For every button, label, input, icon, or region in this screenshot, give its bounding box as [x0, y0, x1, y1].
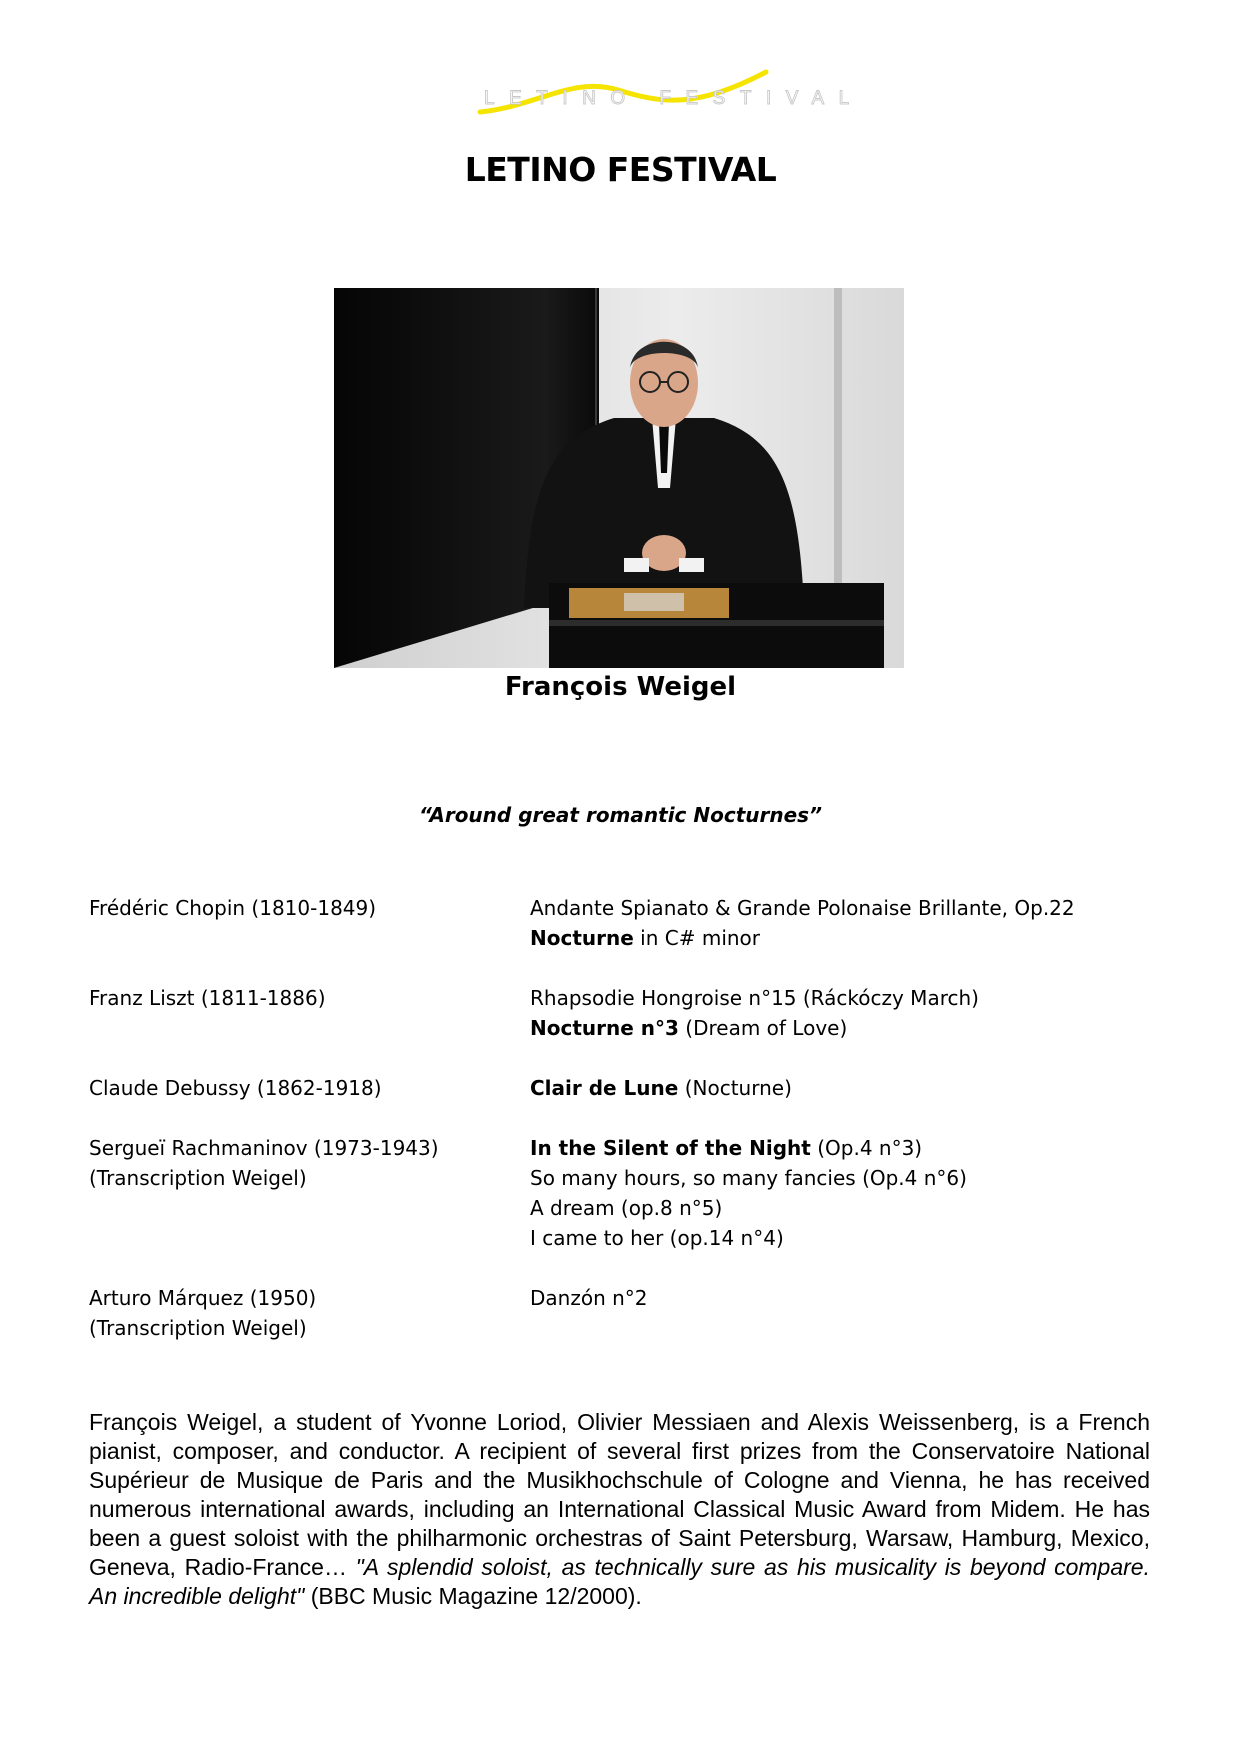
- work-item: Nocturne in C# minor: [530, 926, 761, 950]
- work-item: I came to her (op.14 n°4): [530, 1226, 784, 1250]
- bio-quote: "A splendid soloist, as technically sure as his musicality is beyond compare. An incredible delight": [89, 1554, 1150, 1609]
- program-title: “Around great romantic Nocturnes”: [419, 803, 822, 827]
- program-row: [89, 1133, 1149, 1253]
- composer-name: Sergueï Rachmaninov (1973-1943): [89, 1136, 439, 1160]
- work-item: Andante Spianato & Grande Polonaise Brillante, Op.22: [530, 896, 1075, 920]
- page-title: LETINO FESTIVAL: [464, 150, 777, 189]
- composer-name: Franz Liszt (1811-1886): [89, 986, 326, 1010]
- composer-note: (Transcription Weigel): [89, 1316, 307, 1340]
- program-row: [89, 893, 1149, 953]
- composer-name: Claude Debussy (1862-1918): [89, 1076, 382, 1100]
- work-item: A dream (op.8 n°5): [530, 1196, 723, 1220]
- program-row: [89, 1283, 1149, 1343]
- work-item: Rhapsodie Hongroise n°15 (Ráckóczy March): [530, 986, 979, 1010]
- artist-name: François Weigel: [504, 672, 737, 702]
- work-item: Danzón n°2: [530, 1286, 648, 1310]
- composer-name: Arturo Márquez (1950): [89, 1286, 317, 1310]
- bio-source: (BBC Music Magazine 12/2000).: [304, 1583, 642, 1609]
- program-row: [89, 983, 1149, 1043]
- bio-text: François Weigel, a student of Yvonne Loriod, Olivier Messiaen and Alexis Weissenberg, is a French pianist, composer, and conductor. A recipient of several first prizes from the Conservatoire National Supérieur de Musique de Paris and the Musikhochschule of Cologne and Vienna, he has received numerous international awards, including an International Classical Music Award from Midem. He has been a guest soloist with the philharmonic orchestras of Saint Petersburg, Warsaw, Hamburg, Mexico, Geneva, Radio-France…: [89, 1409, 1150, 1580]
- logo-text: LETINO FESTIVAL: [484, 88, 864, 109]
- work-item: Nocturne n°3 (Dream of Love): [530, 1016, 848, 1040]
- composer-note: (Transcription Weigel): [89, 1166, 307, 1190]
- artist-bio: [89, 1408, 1150, 1611]
- program-row: [89, 1073, 1149, 1103]
- artist-photo: [334, 288, 904, 668]
- program-list: [89, 893, 1149, 1373]
- work-item: So many hours, so many fancies (Op.4 n°6): [530, 1166, 967, 1190]
- composer-name: Frédéric Chopin (1810-1849): [89, 896, 377, 920]
- work-item: Clair de Lune (Nocturne): [530, 1076, 792, 1100]
- logo-wave-icon: [478, 68, 864, 120]
- work-item: In the Silent of the Night (Op.4 n°3): [530, 1136, 923, 1160]
- festival-logo: [478, 68, 864, 120]
